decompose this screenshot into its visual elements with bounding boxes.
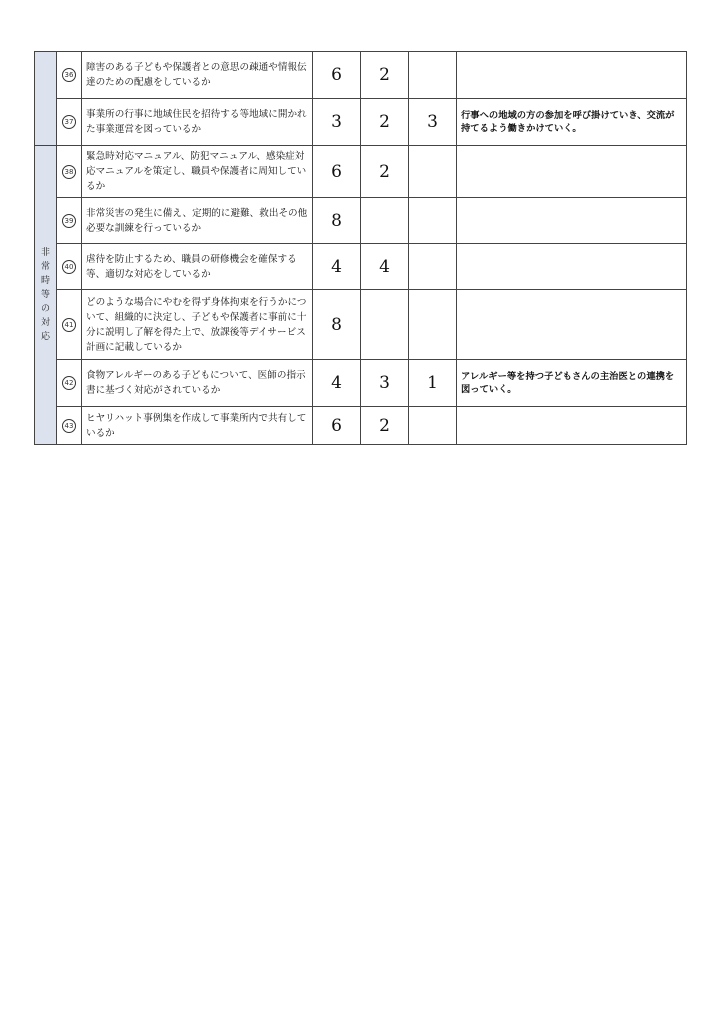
- comment-text: [457, 290, 687, 360]
- count-col1: 8: [313, 290, 361, 360]
- count-col1: 6: [313, 407, 361, 445]
- count-col2: [361, 290, 409, 360]
- comment-text: [457, 244, 687, 290]
- question-text: ヒヤリハット事例集を作成して事業所内で共有しているか: [82, 407, 313, 445]
- table-row: [35, 198, 687, 244]
- comment-text: [457, 146, 687, 198]
- count-col2: [361, 198, 409, 244]
- table-row: [35, 360, 687, 407]
- question-text: どのような場合にやむを得ず身体拘束を行うかについて、組織的に決定し、子どもや保護者に事前に十分に説明し了解を得た上で、放課後等デイサービス計画に記載しているか: [82, 290, 313, 360]
- comment-text: [457, 198, 687, 244]
- table-row: [35, 407, 687, 445]
- question-text: 緊急時対応マニュアル、防犯マニュアル、感染症対応マニュアルを策定し、職員や保護者に周知しているか: [82, 146, 313, 198]
- count-col2: 2: [361, 99, 409, 146]
- row-number: 40: [62, 260, 76, 274]
- comment-text: [457, 407, 687, 445]
- table-row: [35, 290, 687, 360]
- count-col3: 1: [409, 360, 457, 407]
- count-col1: 6: [313, 52, 361, 99]
- comment-text: [457, 52, 687, 99]
- table-row: [35, 146, 687, 198]
- row-number: 38: [62, 165, 76, 179]
- count-col3: [409, 198, 457, 244]
- evaluation-table: [34, 51, 687, 445]
- count-col1: 8: [313, 198, 361, 244]
- count-col1: 6: [313, 146, 361, 198]
- count-col3: [409, 244, 457, 290]
- row-number: 36: [62, 68, 76, 82]
- count-col3: 3: [409, 99, 457, 146]
- row-number: 41: [62, 318, 76, 332]
- count-col1: 3: [313, 99, 361, 146]
- count-col2: 2: [361, 52, 409, 99]
- row-number: 39: [62, 214, 76, 228]
- count-col2: 2: [361, 146, 409, 198]
- row-number: 43: [62, 419, 76, 433]
- count-col3: [409, 146, 457, 198]
- count-col1: 4: [313, 360, 361, 407]
- question-text: 虐待を防止するため、職員の研修機会を確保する等、適切な対応をしているか: [82, 244, 313, 290]
- question-text: 食物アレルギーのある子どもについて、医師の指示書に基づく対応がされているか: [82, 360, 313, 407]
- question-text: 事業所の行事に地域住民を招待する等地域に開かれた事業運営を図っているか: [82, 99, 313, 146]
- category-cell-prev: [35, 52, 57, 146]
- question-text: 非常災害の発生に備え、定期的に避難、救出その他必要な訓練を行っているか: [82, 198, 313, 244]
- category-label: 非常時等の対応: [40, 248, 50, 342]
- count-col3: [409, 52, 457, 99]
- question-text: 障害のある子どもや保護者との意思の疎通や情報伝達のための配慮をしているか: [82, 52, 313, 99]
- count-col3: [409, 290, 457, 360]
- count-col3: [409, 407, 457, 445]
- count-col2: 2: [361, 407, 409, 445]
- table-row: [35, 99, 687, 146]
- table-row: [35, 52, 687, 99]
- count-col2: 3: [361, 360, 409, 407]
- comment-text: アレルギー等を持つ子どもさんの主治医との連携を図っていく。: [457, 360, 687, 407]
- count-col1: 4: [313, 244, 361, 290]
- comment-text: 行事への地域の方の参加を呼び掛けていき、交流が持てるよう働きかけていく。: [457, 99, 687, 146]
- row-number: 42: [62, 376, 76, 390]
- count-col2: 4: [361, 244, 409, 290]
- table-row: [35, 244, 687, 290]
- row-number: 37: [62, 115, 76, 129]
- category-cell: [35, 146, 57, 445]
